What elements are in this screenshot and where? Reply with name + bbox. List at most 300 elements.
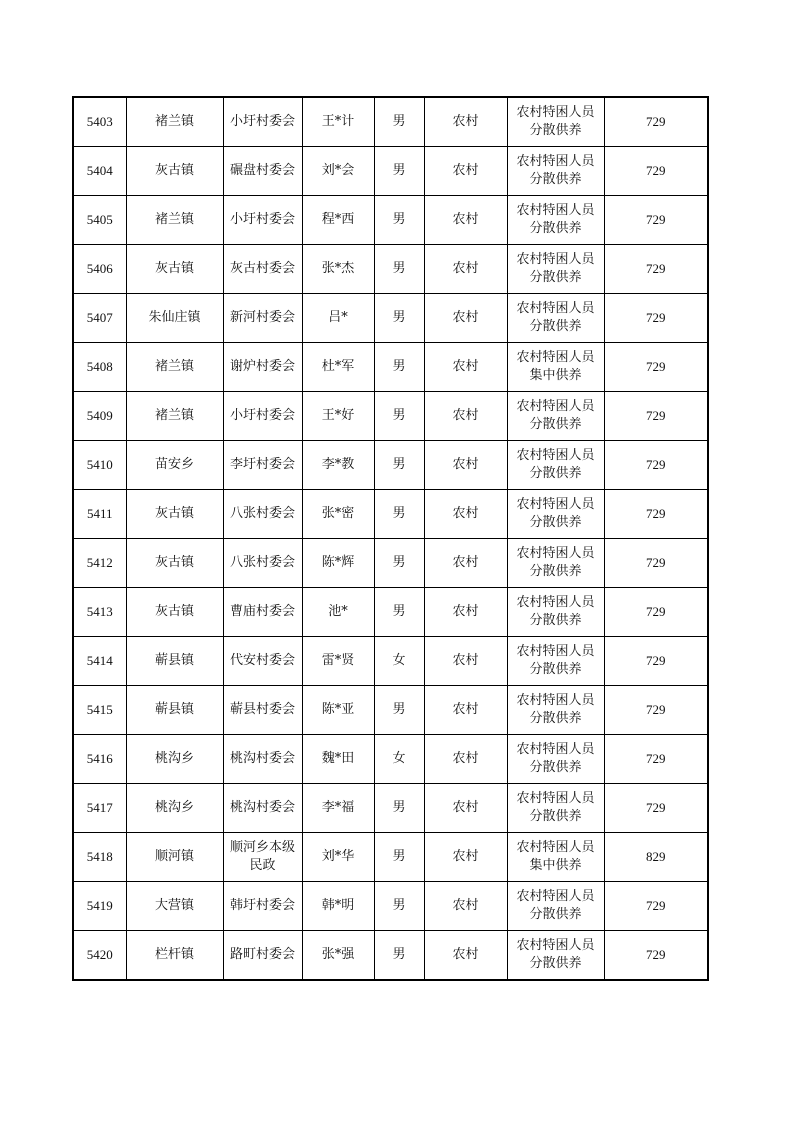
town-cell xyxy=(126,588,223,637)
area-type-cell xyxy=(424,97,507,147)
table-row xyxy=(73,735,708,784)
person-name-text: 陈*亚 xyxy=(321,702,355,717)
recipient-table xyxy=(72,96,709,981)
area-type-text: 农村 xyxy=(452,212,479,227)
gender-cell xyxy=(374,784,424,833)
village-committee-text: 曹庙村委会 xyxy=(229,604,295,619)
gender-cell xyxy=(374,245,424,294)
person-name-cell xyxy=(302,539,374,588)
town-text: 大营镇 xyxy=(154,898,194,913)
village-committee-cell xyxy=(223,392,302,441)
table-row xyxy=(73,392,708,441)
village-committee-cell xyxy=(223,588,302,637)
person-name-cell xyxy=(302,637,374,686)
town-text: 褚兰镇 xyxy=(154,408,194,423)
person-name-text: 池* xyxy=(328,604,348,619)
support-category-cell xyxy=(507,392,604,441)
gender-text: 男 xyxy=(392,310,406,325)
town-cell xyxy=(126,245,223,294)
village-committee-text: 桃沟村委会 xyxy=(229,800,295,815)
village-committee-text: 顺河乡本级民政 xyxy=(229,840,295,873)
town-cell xyxy=(126,735,223,784)
area-type-cell xyxy=(424,735,507,784)
area-type-text: 农村 xyxy=(452,163,479,178)
amount-cell xyxy=(604,196,708,245)
gender-text: 男 xyxy=(392,114,406,129)
town-text: 褚兰镇 xyxy=(154,359,194,374)
gender-cell xyxy=(374,490,424,539)
gender-cell xyxy=(374,97,424,147)
town-text: 灰古镇 xyxy=(154,163,194,178)
town-cell xyxy=(126,539,223,588)
person-name-text: 张*杰 xyxy=(321,261,355,276)
amount-text: 729 xyxy=(646,555,666,570)
village-committee-text: 八张村委会 xyxy=(229,555,295,570)
gender-cell xyxy=(374,637,424,686)
amount-text: 729 xyxy=(646,800,666,815)
village-committee-cell xyxy=(223,343,302,392)
area-type-cell xyxy=(424,882,507,931)
town-text: 栏杆镇 xyxy=(154,947,194,962)
gender-cell xyxy=(374,735,424,784)
town-text: 灰古镇 xyxy=(154,555,194,570)
town-text: 苗安乡 xyxy=(154,457,194,472)
town-cell xyxy=(126,343,223,392)
support-category-cell xyxy=(507,686,604,735)
gender-cell xyxy=(374,686,424,735)
area-type-cell xyxy=(424,784,507,833)
gender-text: 男 xyxy=(392,506,406,521)
amount-text: 729 xyxy=(646,163,666,178)
support-category-cell xyxy=(507,539,604,588)
record-number-text: 5415 xyxy=(86,702,113,717)
town-cell xyxy=(126,833,223,882)
gender-text: 女 xyxy=(392,751,406,766)
village-committee-cell xyxy=(223,539,302,588)
person-name-text: 吕* xyxy=(328,310,348,325)
person-name-cell xyxy=(302,588,374,637)
village-committee-text: 代安村委会 xyxy=(229,653,295,668)
area-type-cell xyxy=(424,294,507,343)
area-type-text: 农村 xyxy=(452,604,479,619)
area-type-cell xyxy=(424,588,507,637)
town-text: 褚兰镇 xyxy=(154,212,194,227)
record-number-cell xyxy=(73,882,126,931)
town-text: 顺河镇 xyxy=(154,849,194,864)
village-committee-text: 路町村委会 xyxy=(229,947,295,962)
amount-cell xyxy=(604,686,708,735)
town-text: 灰古镇 xyxy=(154,506,194,521)
gender-cell xyxy=(374,343,424,392)
table-row xyxy=(73,196,708,245)
area-type-text: 农村 xyxy=(452,800,479,815)
support-category-cell xyxy=(507,882,604,931)
record-number-text: 5405 xyxy=(86,212,113,227)
amount-cell xyxy=(604,147,708,196)
support-category-cell xyxy=(507,97,604,147)
support-category-text: 农村特困人员集中供养 xyxy=(516,840,595,873)
amount-cell xyxy=(604,392,708,441)
support-category-text: 农村特困人员分散供养 xyxy=(516,301,595,334)
support-category-cell xyxy=(507,147,604,196)
person-name-cell xyxy=(302,343,374,392)
record-number-text: 5407 xyxy=(86,310,113,325)
support-category-text: 农村特困人员分散供养 xyxy=(516,203,595,236)
area-type-text: 农村 xyxy=(452,751,479,766)
area-type-text: 农村 xyxy=(452,114,479,129)
record-number-cell xyxy=(73,686,126,735)
amount-cell xyxy=(604,294,708,343)
record-number-cell xyxy=(73,294,126,343)
record-number-cell xyxy=(73,343,126,392)
amount-text: 729 xyxy=(646,212,666,227)
gender-cell xyxy=(374,539,424,588)
area-type-text: 农村 xyxy=(452,457,479,472)
area-type-cell xyxy=(424,637,507,686)
town-text: 桃沟乡 xyxy=(154,800,194,815)
record-number-text: 5418 xyxy=(86,849,113,864)
support-category-cell xyxy=(507,637,604,686)
person-name-text: 张*密 xyxy=(321,506,355,521)
area-type-text: 农村 xyxy=(452,898,479,913)
record-number-cell xyxy=(73,637,126,686)
record-number-cell xyxy=(73,784,126,833)
person-name-text: 韩*明 xyxy=(321,898,355,913)
amount-text: 729 xyxy=(646,604,666,619)
table-body xyxy=(73,97,708,980)
record-number-cell xyxy=(73,735,126,784)
town-cell xyxy=(126,882,223,931)
support-category-cell xyxy=(507,588,604,637)
area-type-text: 农村 xyxy=(452,702,479,717)
record-number-cell xyxy=(73,490,126,539)
support-category-text: 农村特困人员分散供养 xyxy=(516,742,595,775)
support-category-text: 农村特困人员分散供养 xyxy=(516,889,595,922)
area-type-cell xyxy=(424,343,507,392)
person-name-text: 魏*田 xyxy=(321,751,355,766)
support-category-text: 农村特困人员分散供养 xyxy=(516,154,595,187)
record-number-text: 5419 xyxy=(86,898,113,913)
amount-cell xyxy=(604,490,708,539)
area-type-text: 农村 xyxy=(452,653,479,668)
person-name-cell xyxy=(302,784,374,833)
village-committee-text: 碾盘村委会 xyxy=(229,163,295,178)
town-cell xyxy=(126,392,223,441)
gender-cell xyxy=(374,147,424,196)
amount-text: 729 xyxy=(646,457,666,472)
support-category-text: 农村特困人员分散供养 xyxy=(516,497,595,530)
table-row xyxy=(73,441,708,490)
record-number-cell xyxy=(73,392,126,441)
record-number-cell xyxy=(73,196,126,245)
gender-text: 男 xyxy=(392,261,406,276)
record-number-text: 5409 xyxy=(86,408,113,423)
area-type-cell xyxy=(424,441,507,490)
area-type-cell xyxy=(424,196,507,245)
support-category-text: 农村特困人员分散供养 xyxy=(516,448,595,481)
record-number-cell xyxy=(73,441,126,490)
area-type-text: 农村 xyxy=(452,506,479,521)
amount-text: 829 xyxy=(646,849,666,864)
amount-cell xyxy=(604,343,708,392)
record-number-text: 5408 xyxy=(86,359,113,374)
amount-text: 729 xyxy=(646,751,666,766)
record-number-cell xyxy=(73,97,126,147)
town-text: 灰古镇 xyxy=(154,604,194,619)
record-number-text: 5414 xyxy=(86,653,113,668)
table-row xyxy=(73,686,708,735)
support-category-cell xyxy=(507,196,604,245)
support-category-text: 农村特困人员集中供养 xyxy=(516,350,595,383)
town-cell xyxy=(126,686,223,735)
area-type-text: 农村 xyxy=(452,261,479,276)
village-committee-text: 灰古村委会 xyxy=(229,261,295,276)
village-committee-text: 李圩村委会 xyxy=(229,457,295,472)
person-name-cell xyxy=(302,245,374,294)
village-committee-cell xyxy=(223,735,302,784)
gender-text: 男 xyxy=(392,947,406,962)
gender-cell xyxy=(374,931,424,981)
record-number-cell xyxy=(73,147,126,196)
person-name-text: 陈*辉 xyxy=(321,555,355,570)
table-row xyxy=(73,147,708,196)
village-committee-cell xyxy=(223,833,302,882)
amount-text: 729 xyxy=(646,947,666,962)
amount-cell xyxy=(604,588,708,637)
person-name-text: 李*教 xyxy=(321,457,355,472)
town-text: 褚兰镇 xyxy=(154,114,194,129)
amount-text: 729 xyxy=(646,408,666,423)
record-number-text: 5420 xyxy=(86,947,113,962)
gender-cell xyxy=(374,196,424,245)
table-row xyxy=(73,588,708,637)
area-type-cell xyxy=(424,833,507,882)
gender-text: 男 xyxy=(392,800,406,815)
area-type-text: 农村 xyxy=(452,555,479,570)
support-category-cell xyxy=(507,735,604,784)
record-number-cell xyxy=(73,833,126,882)
record-number-text: 5403 xyxy=(86,114,113,129)
support-category-text: 农村特困人员分散供养 xyxy=(516,399,595,432)
amount-cell xyxy=(604,784,708,833)
person-name-cell xyxy=(302,833,374,882)
town-cell xyxy=(126,931,223,981)
person-name-text: 刘*会 xyxy=(321,163,355,178)
person-name-cell xyxy=(302,196,374,245)
town-text: 蕲县镇 xyxy=(154,702,194,717)
town-cell xyxy=(126,196,223,245)
amount-text: 729 xyxy=(646,653,666,668)
person-name-cell xyxy=(302,490,374,539)
person-name-text: 张*强 xyxy=(321,947,355,962)
table-row xyxy=(73,97,708,147)
area-type-text: 农村 xyxy=(452,359,479,374)
village-committee-cell xyxy=(223,882,302,931)
person-name-cell xyxy=(302,147,374,196)
village-committee-cell xyxy=(223,686,302,735)
amount-cell xyxy=(604,539,708,588)
person-name-text: 杜*军 xyxy=(321,359,355,374)
gender-text: 女 xyxy=(392,653,406,668)
record-number-text: 5412 xyxy=(86,555,113,570)
village-committee-text: 桃沟村委会 xyxy=(229,751,295,766)
table-row xyxy=(73,539,708,588)
town-cell xyxy=(126,784,223,833)
area-type-cell xyxy=(424,686,507,735)
support-category-text: 农村特困人员分散供养 xyxy=(516,105,595,138)
gender-cell xyxy=(374,882,424,931)
village-committee-cell xyxy=(223,784,302,833)
amount-cell xyxy=(604,833,708,882)
gender-cell xyxy=(374,588,424,637)
person-name-cell xyxy=(302,931,374,981)
table-row xyxy=(73,637,708,686)
village-committee-text: 小圩村委会 xyxy=(229,114,295,129)
person-name-cell xyxy=(302,441,374,490)
area-type-cell xyxy=(424,147,507,196)
support-category-cell xyxy=(507,931,604,981)
area-type-text: 农村 xyxy=(452,947,479,962)
gender-text: 男 xyxy=(392,604,406,619)
gender-text: 男 xyxy=(392,898,406,913)
town-text: 灰古镇 xyxy=(154,261,194,276)
village-committee-cell xyxy=(223,490,302,539)
area-type-cell xyxy=(424,490,507,539)
person-name-text: 李*福 xyxy=(321,800,355,815)
gender-text: 男 xyxy=(392,408,406,423)
gender-text: 男 xyxy=(392,457,406,472)
person-name-cell xyxy=(302,97,374,147)
table-row xyxy=(73,343,708,392)
table-row xyxy=(73,490,708,539)
person-name-text: 雷*贤 xyxy=(321,653,355,668)
gender-text: 男 xyxy=(392,849,406,864)
person-name-cell xyxy=(302,686,374,735)
record-number-cell xyxy=(73,588,126,637)
support-category-cell xyxy=(507,294,604,343)
town-cell xyxy=(126,637,223,686)
gender-cell xyxy=(374,294,424,343)
gender-text: 男 xyxy=(392,702,406,717)
village-committee-cell xyxy=(223,931,302,981)
village-committee-cell xyxy=(223,196,302,245)
area-type-cell xyxy=(424,931,507,981)
village-committee-text: 小圩村委会 xyxy=(229,212,295,227)
support-category-text: 农村特困人员分散供养 xyxy=(516,938,595,971)
support-category-cell xyxy=(507,441,604,490)
table-row xyxy=(73,882,708,931)
town-cell xyxy=(126,441,223,490)
amount-text: 729 xyxy=(646,702,666,717)
amount-text: 729 xyxy=(646,310,666,325)
record-number-text: 5404 xyxy=(86,163,113,178)
area-type-cell xyxy=(424,245,507,294)
table-row xyxy=(73,833,708,882)
area-type-cell xyxy=(424,539,507,588)
town-cell xyxy=(126,97,223,147)
amount-cell xyxy=(604,637,708,686)
town-cell xyxy=(126,490,223,539)
person-name-cell xyxy=(302,392,374,441)
support-category-text: 农村特困人员分散供养 xyxy=(516,546,595,579)
amount-cell xyxy=(604,245,708,294)
amount-cell xyxy=(604,735,708,784)
village-committee-text: 小圩村委会 xyxy=(229,408,295,423)
support-category-cell xyxy=(507,245,604,294)
support-category-text: 农村特困人员分散供养 xyxy=(516,644,595,677)
person-name-cell xyxy=(302,294,374,343)
amount-cell xyxy=(604,931,708,981)
village-committee-cell xyxy=(223,441,302,490)
town-cell xyxy=(126,294,223,343)
area-type-cell xyxy=(424,392,507,441)
town-text: 朱仙庄镇 xyxy=(148,310,201,325)
gender-cell xyxy=(374,392,424,441)
record-number-text: 5413 xyxy=(86,604,113,619)
record-number-cell xyxy=(73,931,126,981)
record-number-text: 5416 xyxy=(86,751,113,766)
person-name-text: 王*计 xyxy=(321,114,355,129)
person-name-text: 刘*华 xyxy=(321,849,355,864)
village-committee-cell xyxy=(223,294,302,343)
support-category-text: 农村特困人员分散供养 xyxy=(516,252,595,285)
village-committee-text: 蕲县村委会 xyxy=(229,702,295,717)
person-name-text: 程*西 xyxy=(321,212,355,227)
gender-text: 男 xyxy=(392,163,406,178)
person-name-cell xyxy=(302,882,374,931)
amount-text: 729 xyxy=(646,506,666,521)
person-name-cell xyxy=(302,735,374,784)
village-committee-cell xyxy=(223,97,302,147)
amount-cell xyxy=(604,97,708,147)
amount-cell xyxy=(604,882,708,931)
amount-text: 729 xyxy=(646,359,666,374)
gender-cell xyxy=(374,833,424,882)
support-category-text: 农村特困人员分散供养 xyxy=(516,595,595,628)
support-category-cell xyxy=(507,343,604,392)
village-committee-cell xyxy=(223,147,302,196)
village-committee-cell xyxy=(223,637,302,686)
record-number-text: 5411 xyxy=(86,506,113,521)
support-category-cell xyxy=(507,490,604,539)
town-text: 蕲县镇 xyxy=(154,653,194,668)
gender-text: 男 xyxy=(392,555,406,570)
table-row xyxy=(73,245,708,294)
area-type-text: 农村 xyxy=(452,408,479,423)
amount-text: 729 xyxy=(646,261,666,276)
support-category-text: 农村特困人员分散供养 xyxy=(516,693,595,726)
gender-text: 男 xyxy=(392,212,406,227)
gender-text: 男 xyxy=(392,359,406,374)
record-number-cell xyxy=(73,245,126,294)
support-category-text: 农村特困人员分散供养 xyxy=(516,791,595,824)
amount-cell xyxy=(604,441,708,490)
village-committee-text: 韩圩村委会 xyxy=(229,898,295,913)
gender-cell xyxy=(374,441,424,490)
area-type-text: 农村 xyxy=(452,310,479,325)
person-name-text: 王*好 xyxy=(321,408,355,423)
village-committee-text: 八张村委会 xyxy=(229,506,295,521)
table-row xyxy=(73,931,708,981)
town-text: 桃沟乡 xyxy=(154,751,194,766)
support-category-cell xyxy=(507,784,604,833)
amount-text: 729 xyxy=(646,898,666,913)
table-row xyxy=(73,784,708,833)
support-category-cell xyxy=(507,833,604,882)
village-committee-text: 新河村委会 xyxy=(229,310,295,325)
record-number-cell xyxy=(73,539,126,588)
record-number-text: 5406 xyxy=(86,261,113,276)
